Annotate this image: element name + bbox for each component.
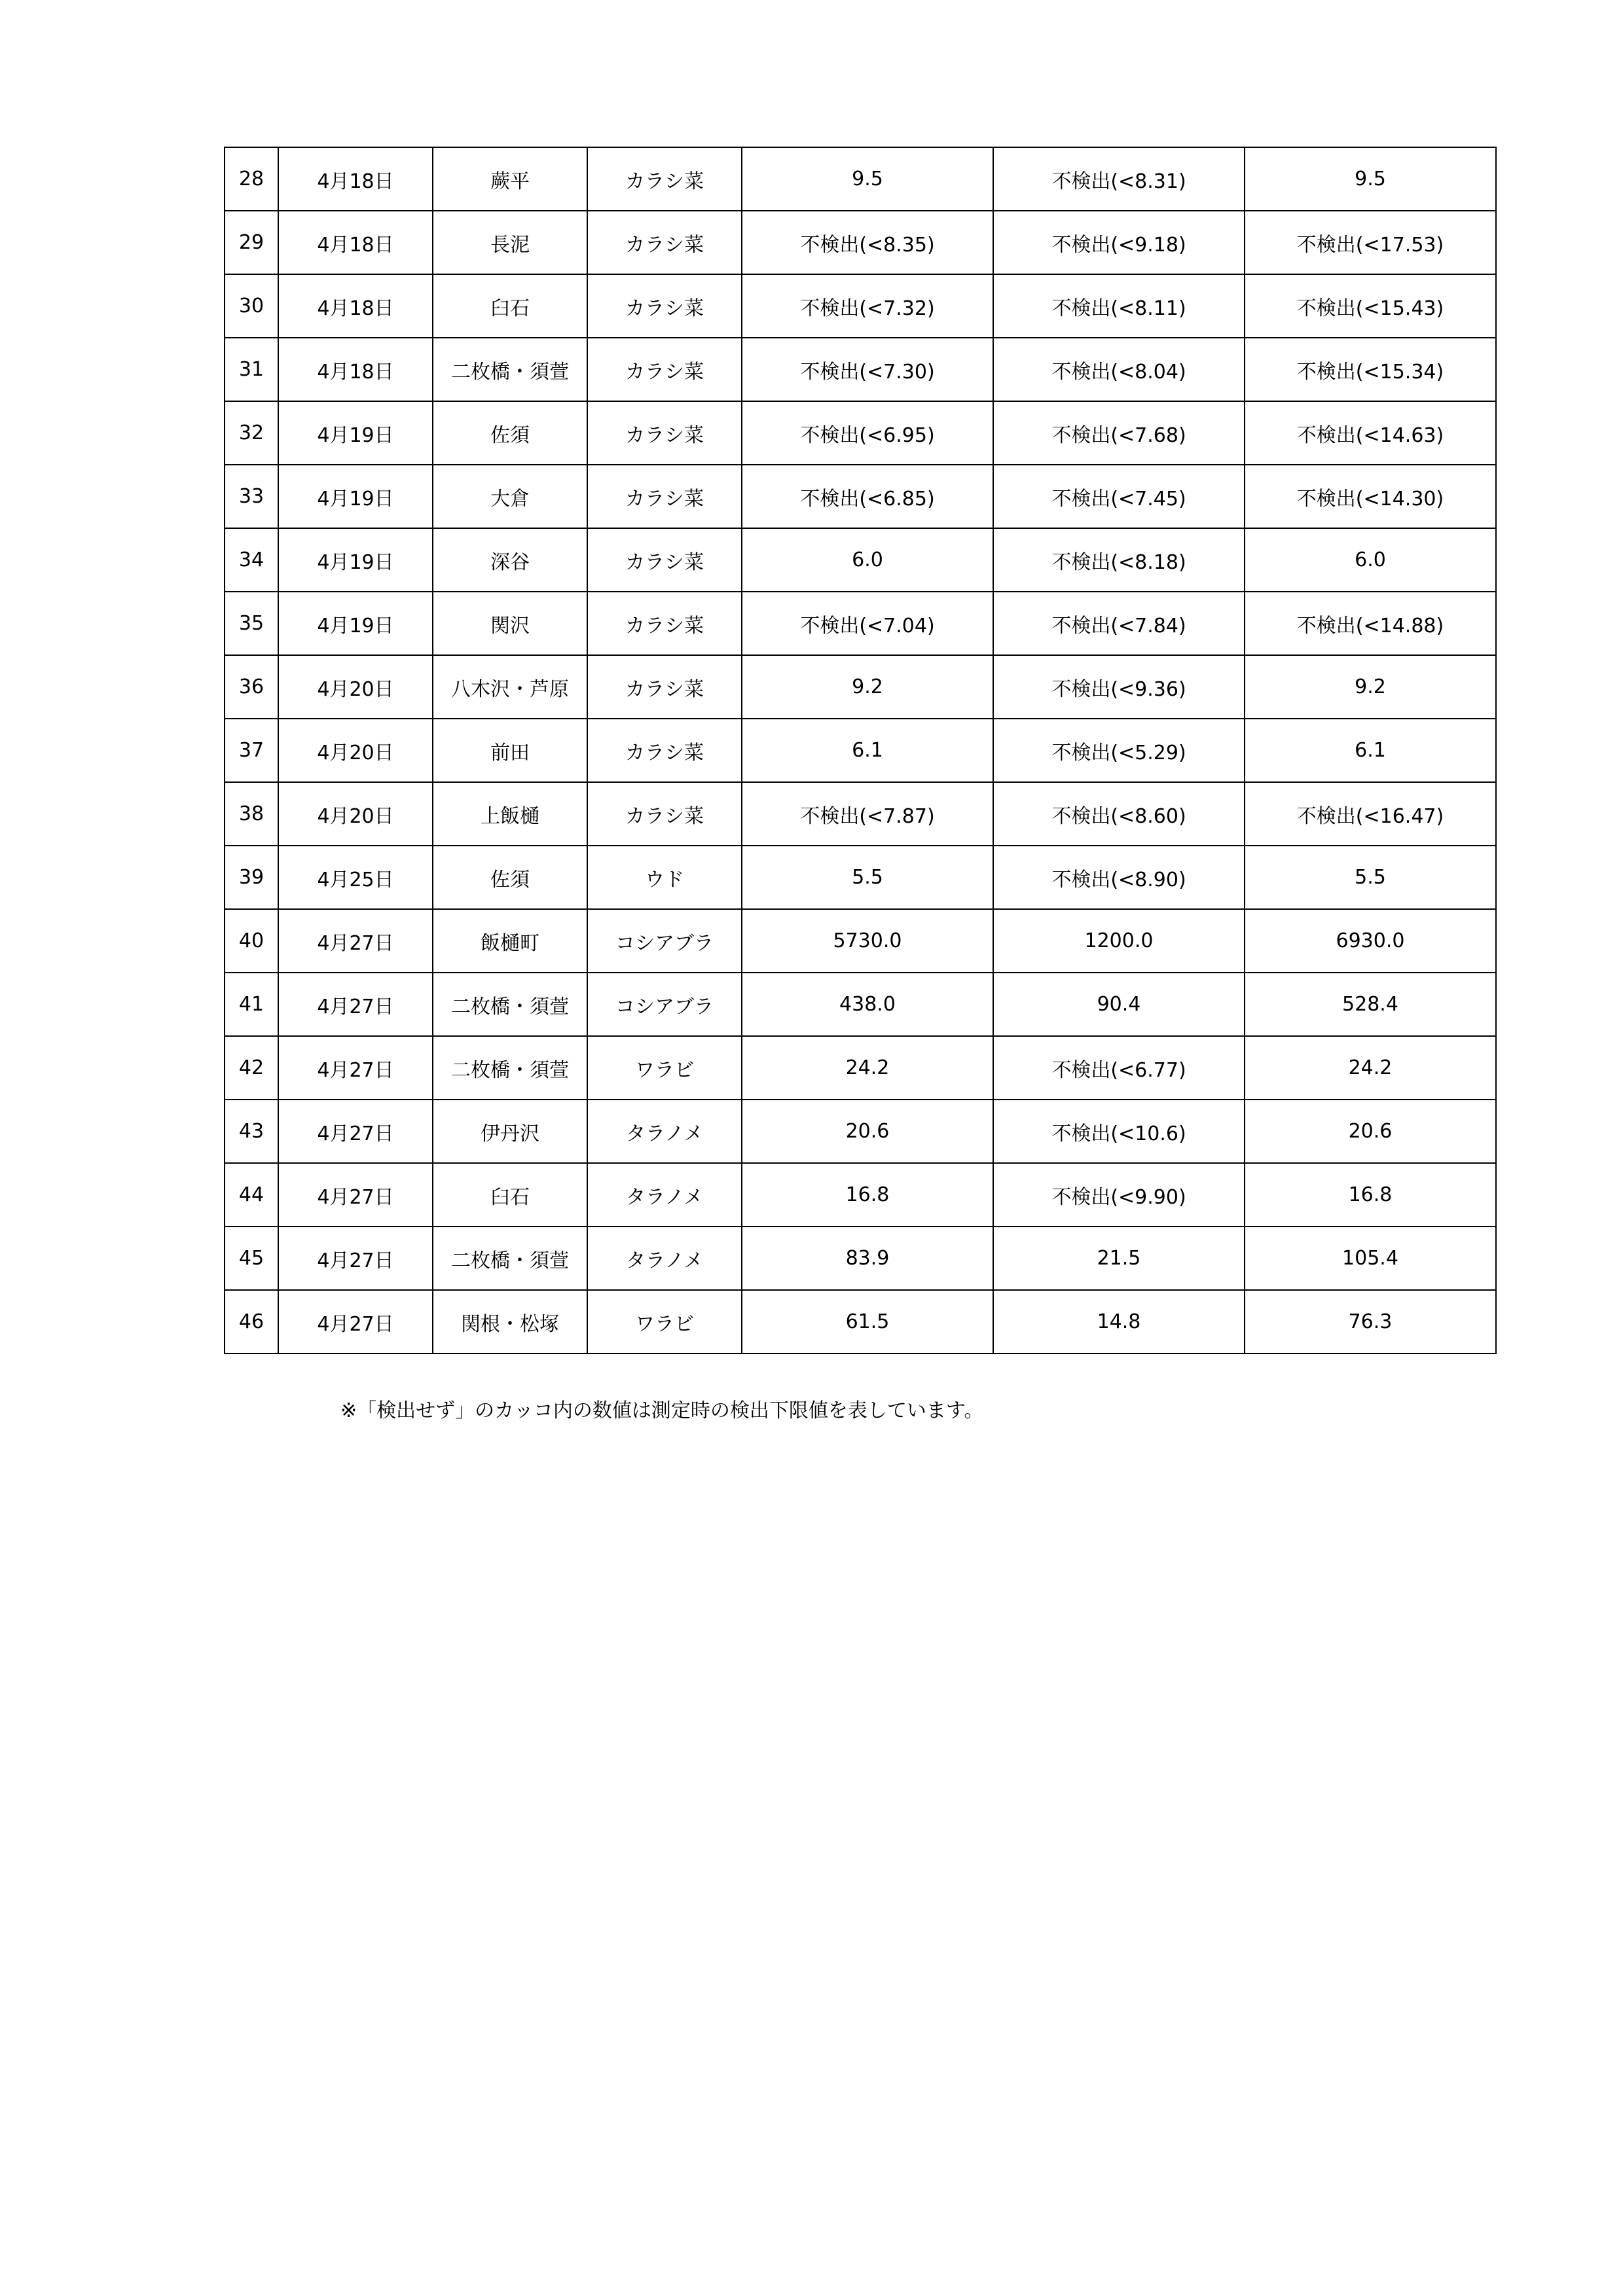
cell-value-3: 6.0 xyxy=(1245,528,1496,592)
cell-value-2: 不検出(<8.11) xyxy=(993,274,1245,338)
cell-value-2: 不検出(<8.31) xyxy=(993,147,1245,211)
cell-date: 4月27日 xyxy=(278,973,433,1036)
cell-no: 41 xyxy=(225,973,278,1036)
cell-area: 臼石 xyxy=(433,274,587,338)
cell-date: 4月19日 xyxy=(278,465,433,528)
cell-area: 佐須 xyxy=(433,401,587,465)
cell-value-2: 1200.0 xyxy=(993,909,1245,973)
cell-value-2: 不検出(<8.04) xyxy=(993,338,1245,401)
cell-no: 42 xyxy=(225,1036,278,1100)
cell-value-2: 不検出(<8.90) xyxy=(993,846,1245,909)
table-row xyxy=(225,401,1496,465)
cell-item: タラノメ xyxy=(587,1100,742,1163)
cell-no: 46 xyxy=(225,1290,278,1354)
table-body xyxy=(225,147,1496,1354)
table-row xyxy=(225,528,1496,592)
table-row xyxy=(225,211,1496,274)
cell-area: 長泥 xyxy=(433,211,587,274)
cell-value-2: 21.5 xyxy=(993,1227,1245,1290)
table-row xyxy=(225,655,1496,719)
cell-area: 臼石 xyxy=(433,1163,587,1227)
cell-date: 4月19日 xyxy=(278,592,433,655)
cell-value-3: 20.6 xyxy=(1245,1100,1496,1163)
cell-area: 八木沢・芦原 xyxy=(433,655,587,719)
cell-value-1: 9.2 xyxy=(742,655,993,719)
cell-value-2: 不検出(<7.84) xyxy=(993,592,1245,655)
cell-value-1: 不検出(<7.32) xyxy=(742,274,993,338)
cell-date: 4月18日 xyxy=(278,211,433,274)
cell-area: 二枚橋・須萱 xyxy=(433,973,587,1036)
cell-area: 関根・松塚 xyxy=(433,1290,587,1354)
cell-no: 37 xyxy=(225,719,278,782)
cell-date: 4月18日 xyxy=(278,147,433,211)
cell-value-3: 528.4 xyxy=(1245,973,1496,1036)
cell-value-1: 16.8 xyxy=(742,1163,993,1227)
table-row xyxy=(225,465,1496,528)
table-row xyxy=(225,1036,1496,1100)
cell-no: 30 xyxy=(225,274,278,338)
cell-no: 35 xyxy=(225,592,278,655)
cell-value-3: 6930.0 xyxy=(1245,909,1496,973)
cell-no: 32 xyxy=(225,401,278,465)
cell-no: 40 xyxy=(225,909,278,973)
cell-value-3: 76.3 xyxy=(1245,1290,1496,1354)
cell-value-2: 不検出(<9.36) xyxy=(993,655,1245,719)
cell-date: 4月20日 xyxy=(278,782,433,846)
cell-item: カラシ菜 xyxy=(587,592,742,655)
cell-value-2: 不検出(<8.60) xyxy=(993,782,1245,846)
cell-item: カラシ菜 xyxy=(587,338,742,401)
cell-value-2: 不検出(<5.29) xyxy=(993,719,1245,782)
cell-item: コシアブラ xyxy=(587,973,742,1036)
cell-item: コシアブラ xyxy=(587,909,742,973)
cell-value-1: 5.5 xyxy=(742,846,993,909)
cell-date: 4月27日 xyxy=(278,1100,433,1163)
table-row xyxy=(225,147,1496,211)
cell-date: 4月25日 xyxy=(278,846,433,909)
cell-date: 4月27日 xyxy=(278,1227,433,1290)
table-row xyxy=(225,338,1496,401)
cell-value-2: 不検出(<7.45) xyxy=(993,465,1245,528)
cell-area: 飯樋町 xyxy=(433,909,587,973)
cell-no: 44 xyxy=(225,1163,278,1227)
cell-area: 二枚橋・須萱 xyxy=(433,1036,587,1100)
cell-item: カラシ菜 xyxy=(587,274,742,338)
cell-no: 36 xyxy=(225,655,278,719)
table-row xyxy=(225,782,1496,846)
cell-value-3: 不検出(<14.63) xyxy=(1245,401,1496,465)
cell-date: 4月18日 xyxy=(278,274,433,338)
cell-value-2: 不検出(<7.68) xyxy=(993,401,1245,465)
cell-item: カラシ菜 xyxy=(587,655,742,719)
cell-item: カラシ菜 xyxy=(587,719,742,782)
cell-date: 4月19日 xyxy=(278,528,433,592)
cell-item: ワラビ xyxy=(587,1036,742,1100)
cell-date: 4月18日 xyxy=(278,338,433,401)
cell-item: カラシ菜 xyxy=(587,465,742,528)
cell-no: 28 xyxy=(225,147,278,211)
cell-value-3: 24.2 xyxy=(1245,1036,1496,1100)
cell-area: 二枚橋・須萱 xyxy=(433,338,587,401)
cell-value-2: 90.4 xyxy=(993,973,1245,1036)
cell-value-2: 不検出(<6.77) xyxy=(993,1036,1245,1100)
cell-date: 4月27日 xyxy=(278,1290,433,1354)
cell-no: 33 xyxy=(225,465,278,528)
cell-area: 伊丹沢 xyxy=(433,1100,587,1163)
table-row xyxy=(225,909,1496,973)
cell-value-3: 9.5 xyxy=(1245,147,1496,211)
cell-value-1: 不検出(<6.95) xyxy=(742,401,993,465)
cell-value-1: 6.1 xyxy=(742,719,993,782)
cell-no: 29 xyxy=(225,211,278,274)
cell-no: 31 xyxy=(225,338,278,401)
cell-area: 深谷 xyxy=(433,528,587,592)
cell-no: 39 xyxy=(225,846,278,909)
cell-item: カラシ菜 xyxy=(587,147,742,211)
table-row xyxy=(225,973,1496,1036)
cell-value-2: 不検出(<9.90) xyxy=(993,1163,1245,1227)
table-row xyxy=(225,1163,1496,1227)
cell-area: 前田 xyxy=(433,719,587,782)
cell-area: 大倉 xyxy=(433,465,587,528)
cell-value-3: 不検出(<16.47) xyxy=(1245,782,1496,846)
cell-item: タラノメ xyxy=(587,1163,742,1227)
cell-value-2: 不検出(<10.6) xyxy=(993,1100,1245,1163)
cell-value-1: 24.2 xyxy=(742,1036,993,1100)
cell-value-1: 9.5 xyxy=(742,147,993,211)
cell-value-1: 6.0 xyxy=(742,528,993,592)
cell-area: 上飯樋 xyxy=(433,782,587,846)
cell-value-1: 不検出(<7.30) xyxy=(742,338,993,401)
cell-item: カラシ菜 xyxy=(587,401,742,465)
cell-value-1: 20.6 xyxy=(742,1100,993,1163)
cell-no: 43 xyxy=(225,1100,278,1163)
cell-item: ワラビ xyxy=(587,1290,742,1354)
cell-area: 二枚橋・須萱 xyxy=(433,1227,587,1290)
cell-value-1: 不検出(<7.87) xyxy=(742,782,993,846)
cell-item: カラシ菜 xyxy=(587,211,742,274)
cell-no: 34 xyxy=(225,528,278,592)
cell-value-1: 不検出(<8.35) xyxy=(742,211,993,274)
table-row xyxy=(225,1100,1496,1163)
cell-value-3: 16.8 xyxy=(1245,1163,1496,1227)
cell-value-1: 438.0 xyxy=(742,973,993,1036)
cell-area: 関沢 xyxy=(433,592,587,655)
cell-item: ウド xyxy=(587,846,742,909)
cell-value-2: 不検出(<9.18) xyxy=(993,211,1245,274)
cell-area: 佐須 xyxy=(433,846,587,909)
cell-value-3: 不検出(<15.34) xyxy=(1245,338,1496,401)
footnote: ※「検出せず」のカッコ内の数値は測定時の検出下限値を表しています。 xyxy=(340,1399,984,1422)
cell-value-1: 不検出(<6.85) xyxy=(742,465,993,528)
cell-date: 4月27日 xyxy=(278,1163,433,1227)
cell-date: 4月27日 xyxy=(278,1036,433,1100)
cell-value-1: 不検出(<7.04) xyxy=(742,592,993,655)
table-row xyxy=(225,1290,1496,1354)
cell-value-1: 61.5 xyxy=(742,1290,993,1354)
table-row xyxy=(225,274,1496,338)
cell-item: カラシ菜 xyxy=(587,782,742,846)
cell-value-2: 14.8 xyxy=(993,1290,1245,1354)
cell-value-3: 不検出(<14.30) xyxy=(1245,465,1496,528)
cell-date: 4月19日 xyxy=(278,401,433,465)
cell-item: タラノメ xyxy=(587,1227,742,1290)
table-row xyxy=(225,846,1496,909)
cell-date: 4月20日 xyxy=(278,719,433,782)
cell-value-1: 83.9 xyxy=(742,1227,993,1290)
cell-item: カラシ菜 xyxy=(587,528,742,592)
cell-value-3: 不検出(<14.88) xyxy=(1245,592,1496,655)
cell-value-3: 不検出(<15.43) xyxy=(1245,274,1496,338)
cell-value-2: 不検出(<8.18) xyxy=(993,528,1245,592)
cell-no: 38 xyxy=(225,782,278,846)
table-row xyxy=(225,1227,1496,1290)
cell-value-3: 105.4 xyxy=(1245,1227,1496,1290)
cell-no: 45 xyxy=(225,1227,278,1290)
cell-date: 4月20日 xyxy=(278,655,433,719)
cell-value-3: 不検出(<17.53) xyxy=(1245,211,1496,274)
cell-value-3: 9.2 xyxy=(1245,655,1496,719)
cell-value-3: 6.1 xyxy=(1245,719,1496,782)
table-row xyxy=(225,719,1496,782)
cell-date: 4月27日 xyxy=(278,909,433,973)
table-row xyxy=(225,592,1496,655)
cell-value-3: 5.5 xyxy=(1245,846,1496,909)
results-table xyxy=(224,147,1497,1354)
cell-value-1: 5730.0 xyxy=(742,909,993,973)
cell-area: 蕨平 xyxy=(433,147,587,211)
